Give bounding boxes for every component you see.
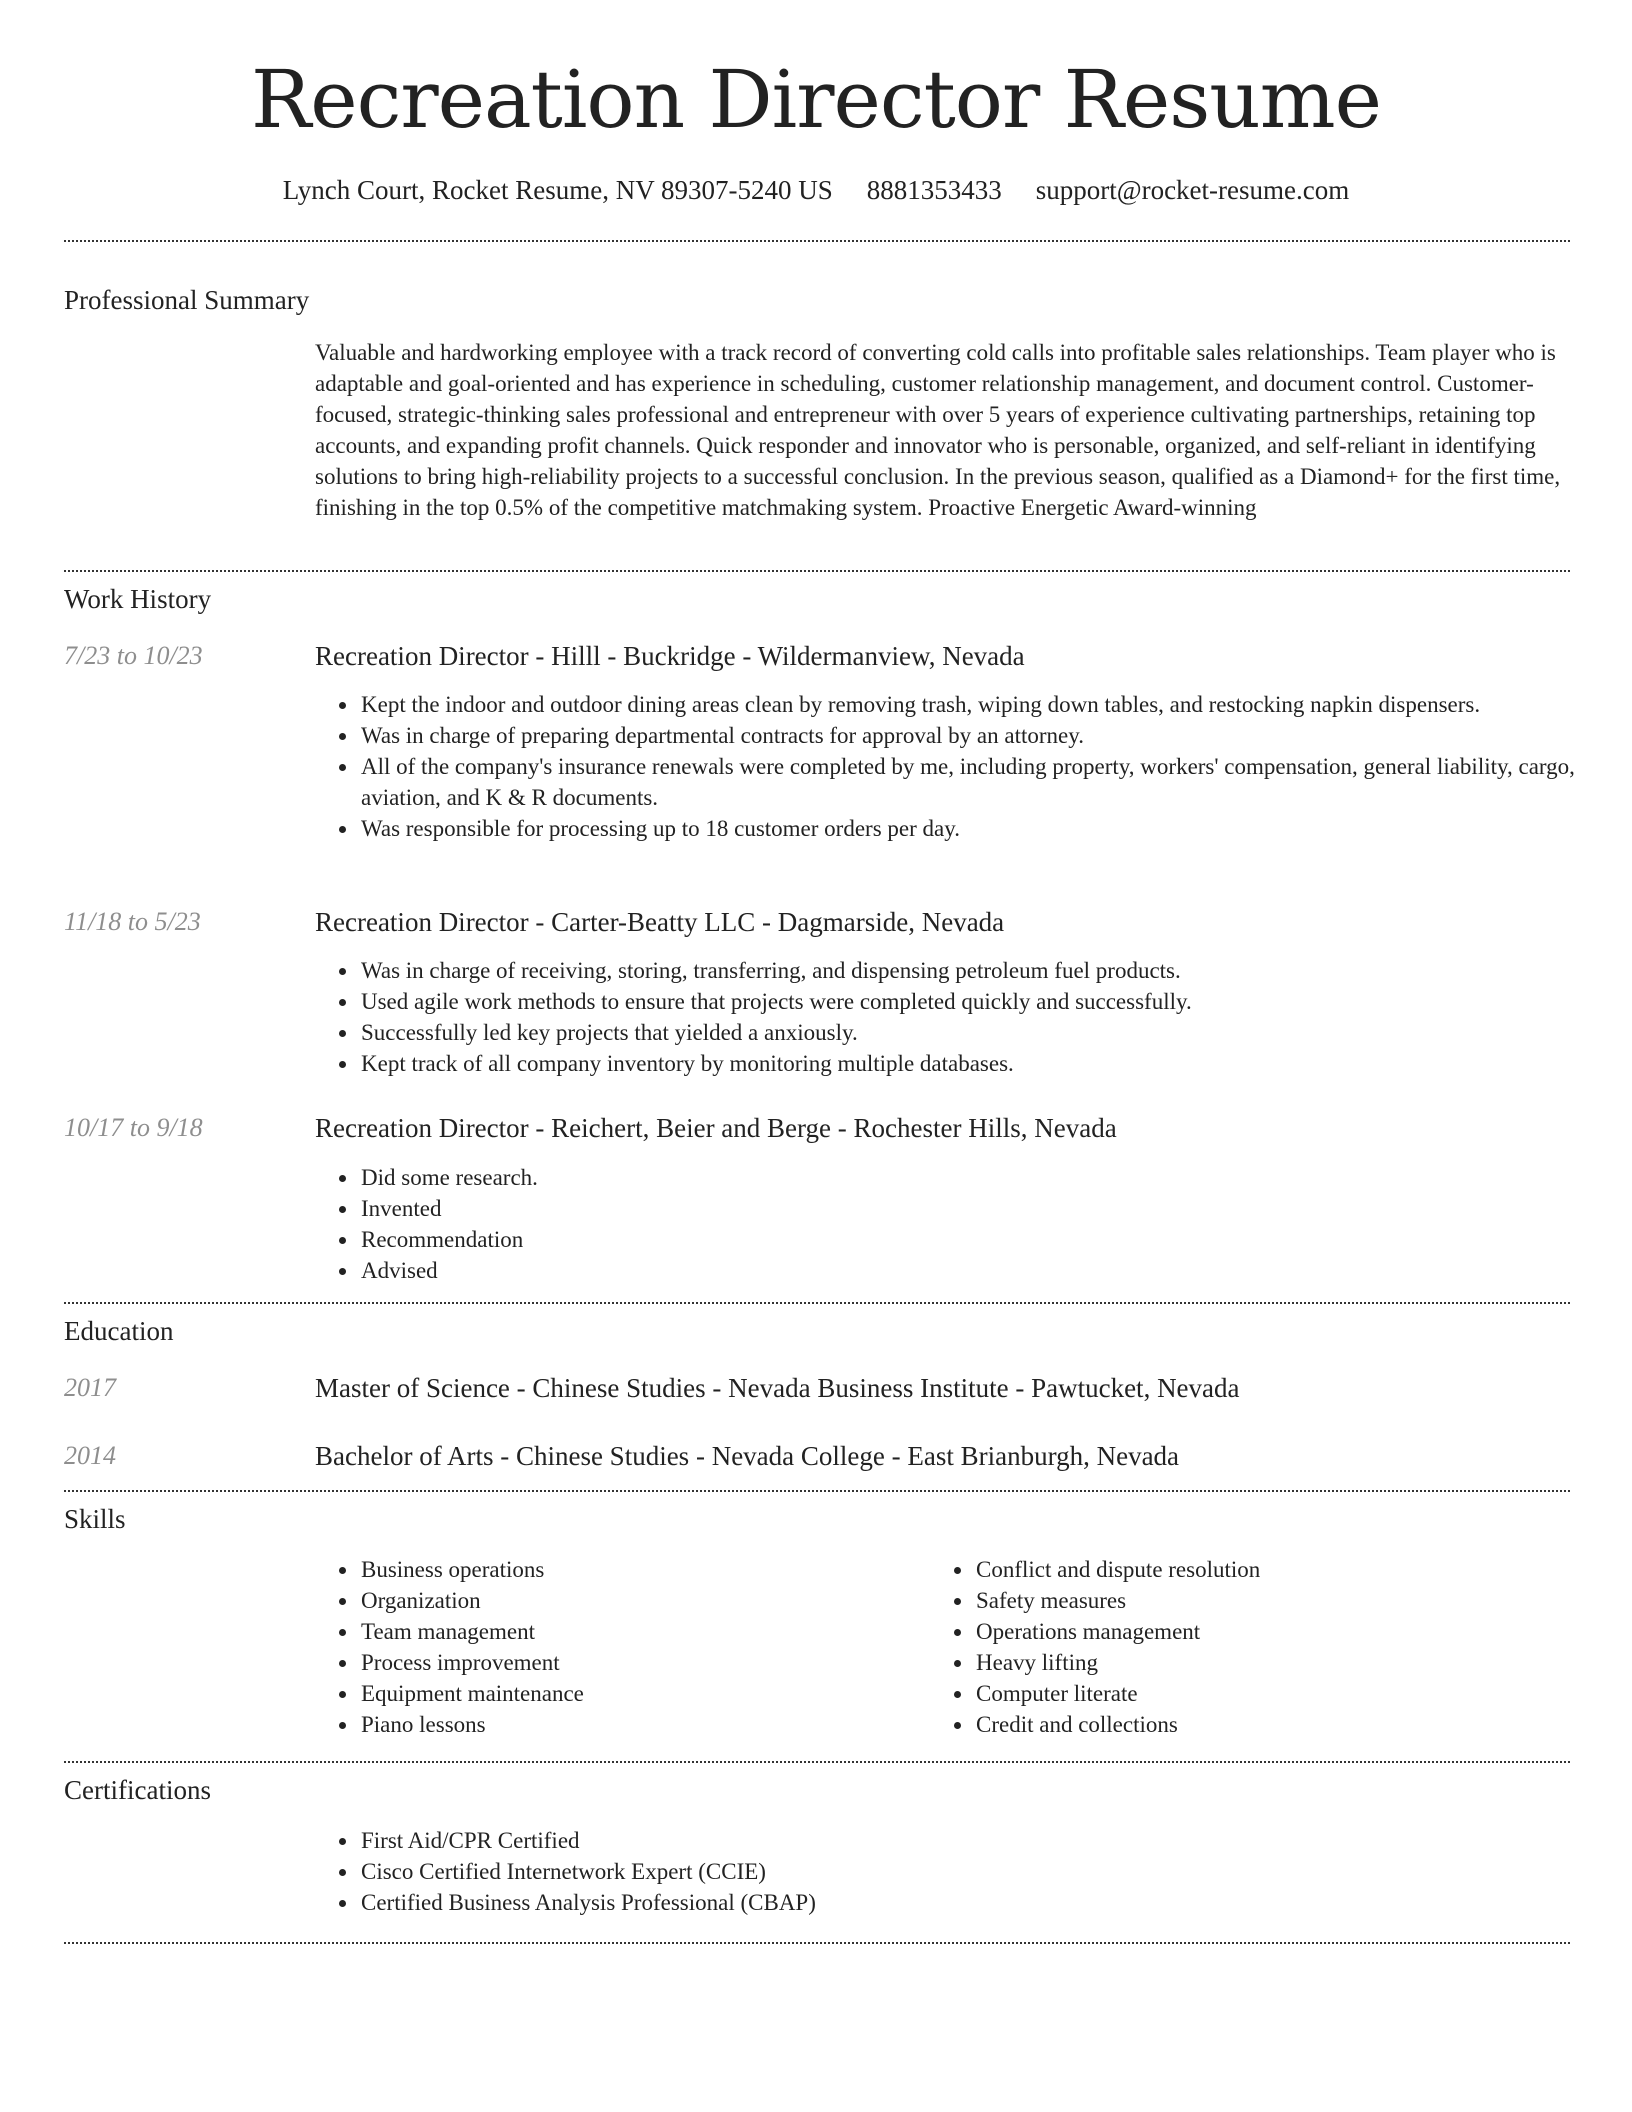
list-item: • Safety measures — [974, 1585, 1544, 1616]
section-divider — [64, 240, 1570, 242]
education-year: 2014 — [64, 1441, 116, 1470]
list-item: • Operations management — [974, 1616, 1544, 1647]
education-year: 2017 — [64, 1373, 116, 1402]
job-bullet-list — [315, 955, 1589, 1079]
list-item: • Piano lessons — [359, 1709, 929, 1740]
list-item: • Did some research. — [359, 1162, 1589, 1193]
education-entry — [315, 1370, 1571, 1406]
contact-address: Lynch Court, Rocket Resume, NV 89307-5240 US — [282, 175, 833, 205]
job-bullet-list — [315, 689, 1589, 844]
list-item: • Conflict and dispute resolution — [974, 1554, 1544, 1585]
list-item: • Advised — [359, 1255, 1589, 1286]
job-details: - Carter-Beatty LLC - Dagmarside, Nevada — [528, 907, 1005, 937]
section-divider — [64, 570, 1570, 572]
list-item: • Recommendation — [359, 1224, 1589, 1255]
job-title-line — [315, 638, 1571, 674]
list-item: • Process improvement — [359, 1647, 929, 1678]
summary-text: Valuable and hardworking employee with a track record of converting cold calls into profitable sales relationships. Team player who is adaptable and goal-oriented and has experience in scheduling, customer relationship management, and document control. Customer-focused, strategic-thinking sales professional and entrepreneur with over 5 years of experience cultivating partnerships, retaining top accounts, and expanding profit channels. Quick responder and innovator who is personable, organized, and self-reliant in identifying solutions to bring high-reliability projects to a successful conclusion. In the previous season, qualified as a Diamond+ for the first time, finishing in the top 0.5% of the competitive matchmaking system. Proactive Energetic Award-winning — [315, 340, 1561, 520]
education-details: - Nevada Business Institute - Pawtucket, Nevada — [705, 1373, 1240, 1403]
resume-title: Recreation Director Resume — [251, 53, 1381, 146]
list-item: • Heavy lifting — [974, 1647, 1544, 1678]
section-divider — [64, 1942, 1570, 1944]
contact-phone: 8881353433 — [866, 175, 1002, 205]
education-details: - Nevada College - East Brianburgh, Nevada — [689, 1441, 1180, 1471]
section-heading-certifications: Certifications — [64, 1775, 211, 1805]
certifications-list — [315, 1825, 1589, 1918]
list-item: • Invented — [359, 1193, 1589, 1224]
job-title: Recreation Director — [315, 907, 529, 937]
list-item: • Cisco Certified Internetwork Expert (CCIE) — [359, 1856, 1589, 1887]
list-item: • Was in charge of preparing departmental contracts for approval by an attorney. — [359, 720, 1589, 751]
list-item: • Used agile work methods to ensure that projects were completed quickly and successfully. — [359, 986, 1589, 1017]
list-item: • Team management — [359, 1616, 929, 1647]
job-title-line — [315, 904, 1571, 940]
section-divider — [64, 1761, 1570, 1763]
job-details: - Hilll - Buckridge - Wildermanview, Nevada — [528, 641, 1025, 671]
section-heading-education: Education — [64, 1316, 174, 1346]
list-item: • Business operations — [359, 1554, 929, 1585]
list-item: • Credit and collections — [974, 1709, 1544, 1740]
job-bullet-list — [315, 1162, 1589, 1286]
job-title: Recreation Director — [315, 641, 529, 671]
section-heading-summary: Professional Summary — [64, 285, 310, 315]
section-divider — [64, 1490, 1570, 1492]
list-item: • Was responsible for processing up to 18 customer orders per day. — [359, 813, 1589, 844]
list-item: • Kept the indoor and outdoor dining areas clean by removing trash, wiping down tables, and restocking napkin dispensers. — [359, 689, 1589, 720]
section-divider — [64, 1302, 1570, 1304]
list-item: • First Aid/CPR Certified — [359, 1825, 1589, 1856]
list-item: • Kept track of all company inventory by monitoring multiple databases. — [359, 1048, 1589, 1079]
contact-email: support@rocket-resume.com — [1035, 175, 1350, 205]
list-item: • All of the company's insurance renewals were completed by me, including property, workers' compensation, general liability, cargo, aviation, and K & R documents. — [359, 751, 1589, 813]
education-degree: Bachelor of Arts - Chinese Studies — [315, 1441, 690, 1471]
job-dates: 7/23 to 10/23 — [64, 641, 203, 670]
list-item: • Organization — [359, 1585, 929, 1616]
contact-line — [0, 170, 1632, 210]
job-details: - Reichert, Beier and Berge - Rochester Hills, Nevada — [528, 1113, 1117, 1143]
list-item: • Certified Business Analysis Professional (CBAP) — [359, 1887, 1589, 1918]
job-title-line — [315, 1110, 1571, 1146]
list-item: • Was in charge of receiving, storing, transferring, and dispensing petroleum fuel products. — [359, 955, 1589, 986]
skills-list-right — [930, 1554, 1544, 1740]
list-item: • Computer literate — [974, 1678, 1544, 1709]
list-item: • Equipment maintenance — [359, 1678, 929, 1709]
list-item: • Successfully led key projects that yielded a anxiously. — [359, 1017, 1589, 1048]
job-dates: 11/18 to 5/23 — [64, 907, 201, 936]
job-title: Recreation Director — [315, 1113, 529, 1143]
education-degree: Master of Science - Chinese Studies — [315, 1373, 706, 1403]
education-entry — [315, 1438, 1571, 1474]
section-heading-skills: Skills — [64, 1504, 126, 1534]
skills-list-left — [315, 1554, 929, 1740]
section-heading-work-history: Work History — [64, 584, 212, 614]
job-dates: 10/17 to 9/18 — [64, 1113, 203, 1142]
